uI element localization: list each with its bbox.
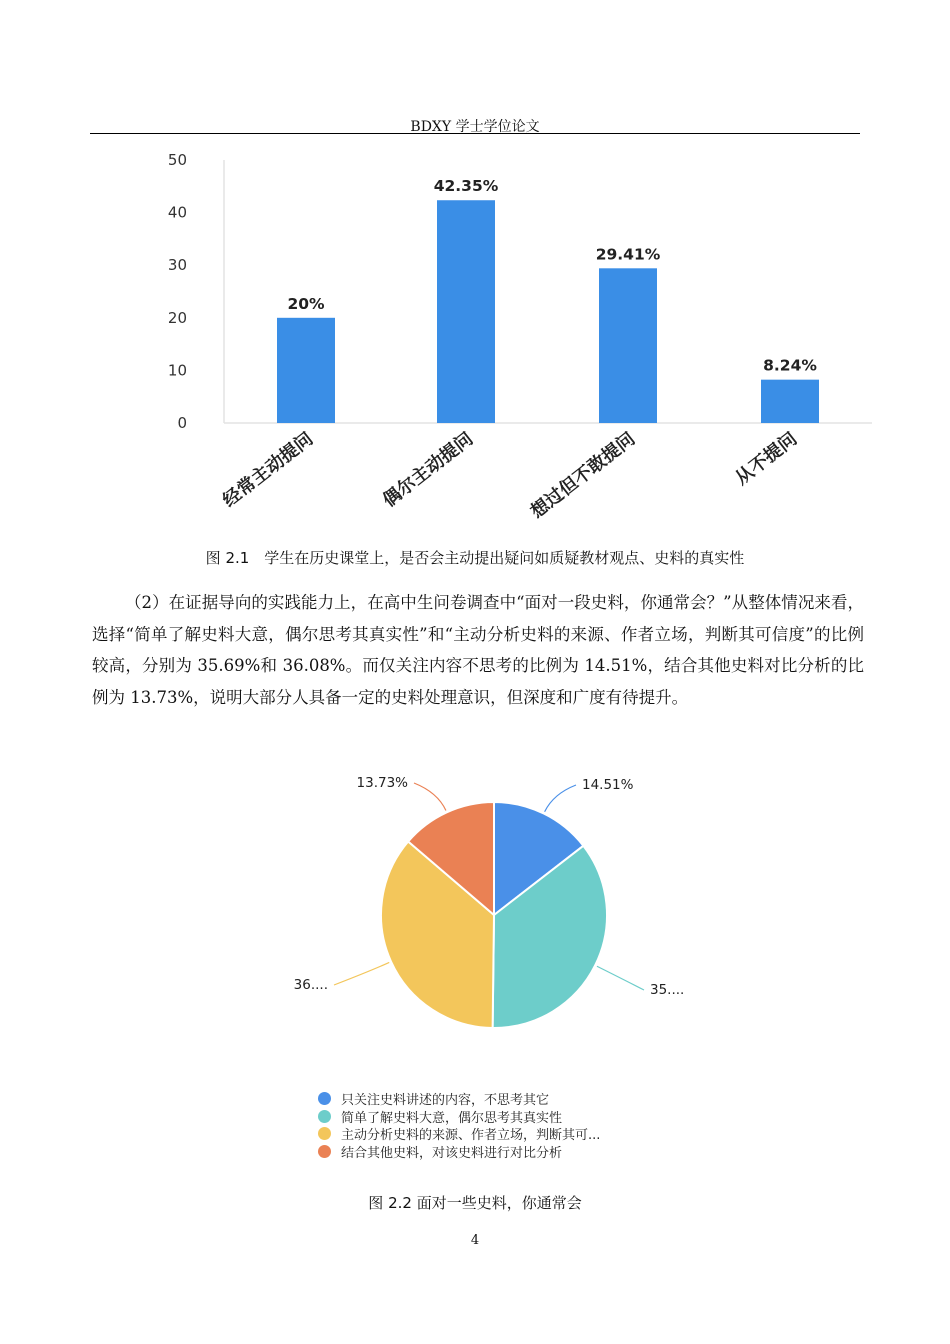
legend-item [318, 1143, 600, 1161]
pie-chart [270, 760, 720, 1050]
x-tick-label: 想过但不敢提问 [526, 428, 640, 523]
y-tick-label: 0 [177, 414, 187, 432]
legend-swatch [318, 1092, 331, 1105]
bar-data-label: 29.41% [595, 245, 661, 264]
legend-label: 结合其他史料，对该史料进行对比分析 [341, 1145, 563, 1161]
pie-legend [318, 1090, 600, 1160]
header-rule [90, 133, 860, 134]
legend-item [318, 1125, 600, 1143]
x-tick-label: 从不提问 [731, 428, 802, 490]
figure-2-caption: 图 2.2 面对一些史料，你通常会 [368, 1194, 582, 1212]
page-number: 4 [470, 1233, 480, 1248]
bar [437, 200, 495, 423]
legend-label: 主动分析史料的来源、作者立场，判断其可... [341, 1128, 601, 1144]
pie-leader-line [597, 966, 644, 990]
pie-leader-line [334, 962, 389, 985]
y-tick-label: 20 [167, 308, 187, 327]
y-tick-label: 50 [167, 151, 187, 169]
y-tick-label: 40 [167, 203, 187, 222]
running-header: BDXY 学士学位论文 [410, 119, 540, 135]
x-tick-label: 经常主动提问 [219, 428, 318, 512]
figure-1-caption: 图 2.1 学生在历史课堂上，是否会主动提出疑问如质疑教材观点、史料的真实性 [205, 549, 745, 567]
bar [599, 268, 657, 423]
x-tick-label: 偶尔主动提问 [379, 428, 478, 512]
bar [277, 318, 335, 423]
legend-label: 只关注史料讲述的内容，不思考其它 [341, 1093, 550, 1109]
pie-leader-line [545, 785, 576, 812]
legend-swatch [318, 1110, 331, 1123]
pie-data-label: 13.73% [356, 775, 408, 791]
body-paragraph: （2）在证据导向的实践能力上，在高中生问卷调查中“面对一段史料，你通常会？”从整体情况来看，选择“简单了解史料大意，偶尔思考其真实性”和“主动分析史料的来源、作者立场，判断其可信度”的比例较高，分别为 35.69%和 36.08%。而仅关注内容不思考的比例为 14.51%，结合其他史料对比分析的比例为 13.73%，说明大部分人具备一定的史料处理意识，但深度和广度有待提升。 [92, 593, 864, 707]
y-tick-label: 10 [167, 361, 187, 380]
bar-data-label: 42.35% [433, 177, 499, 196]
legend-item [318, 1090, 600, 1108]
bar [761, 380, 819, 423]
pie-data-label: 14.51% [582, 777, 634, 793]
pie-data-label: 35.... [650, 982, 685, 998]
legend-swatch [318, 1127, 331, 1140]
bar-chart [140, 145, 880, 540]
pie-data-label: 36.... [293, 977, 328, 993]
y-tick-label: 30 [167, 256, 187, 275]
bar-data-label: 20% [287, 294, 325, 313]
pie-leader-line [414, 783, 446, 811]
legend-label: 简单了解史料大意，偶尔思考其真实性 [341, 1110, 563, 1126]
legend-swatch [318, 1145, 331, 1158]
legend-item [318, 1108, 600, 1126]
bar-data-label: 8.24% [763, 356, 817, 375]
